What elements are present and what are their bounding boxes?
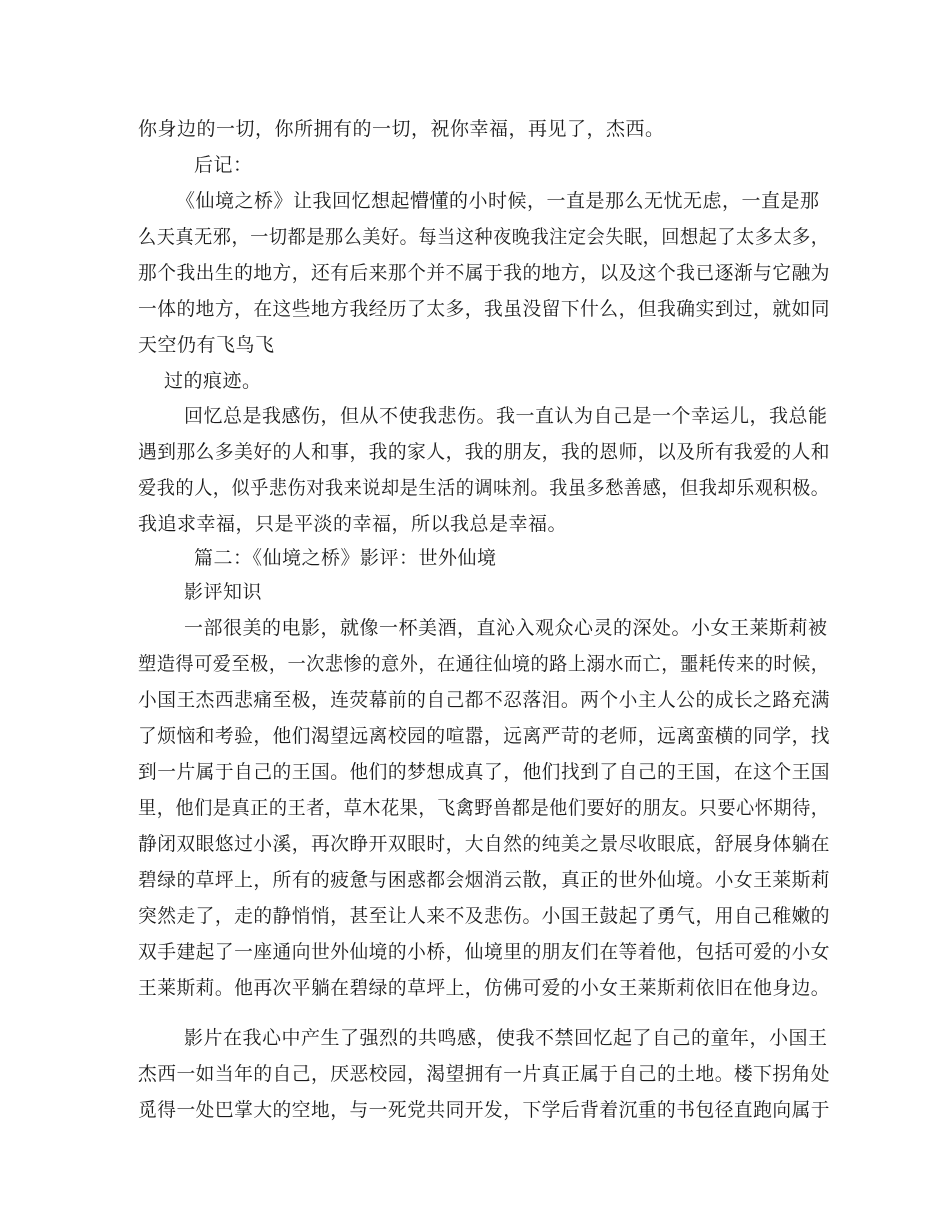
text-line: 了烦恼和考验，他们渴望远离校园的喧嚣，远离严苛的老师，远离蛮横的同学，找 — [138, 725, 831, 747]
text-line: 影片在我心中产生了强烈的共鸣感，使我不禁回忆起了自己的童年，小国王 — [184, 1027, 828, 1049]
text-line: 一体的地方，在这些地方我经历了太多，我虽没留下什么，但我确实到过，就如同 — [138, 298, 831, 320]
section-subheading: 影评知识 — [184, 581, 263, 603]
section-heading-afterword: 后记： — [194, 154, 253, 176]
text-line: 双手建起了一座通向世外仙境的小桥，仙境里的朋友们在等着他，包括可爱的小女 — [138, 941, 831, 963]
text-line: 塑造得可爱至极，一次悲惨的意外，在通往仙境的路上溺水而亡，噩耗传来的时候， — [138, 653, 830, 675]
text-line: 《仙境之桥》让我回忆想起懵懂的小时候，一直是那么无忧无虑，一直是那 — [176, 190, 820, 212]
section-heading-part-two: 篇二：《仙境之桥》影评：世外仙境 — [194, 547, 497, 569]
text-line: 天空仍有飞鸟飞 — [138, 334, 275, 356]
text-line: 杰西一如当年的自己，厌恶校园，渴望拥有一片真正属于自己的土地。楼下拐角处 — [138, 1063, 831, 1085]
text-line: 王莱斯莉。他再次平躺在碧绿的草坪上，仿佛可爱的小女王莱斯莉依旧在他身边。 — [138, 977, 831, 999]
text-line: 爱我的人，似乎悲伤对我来说却是生活的调味剂。我虽多愁善感，但我却乐观积极。 — [138, 477, 830, 499]
text-line: 遇到那么多美好的人和事，我的家人，我的朋友，我的恩师，以及所有我爱的人和 — [138, 441, 831, 463]
text-line: 静闭双眼悠过小溪，再次睁开双眼时，大自然的纯美之景尽收眼底，舒展身体躺在 — [138, 833, 831, 855]
text-line: 我追求幸福，只是平淡的幸福，所以我总是幸福。 — [138, 513, 568, 535]
text-line: 么天真无邪，一切都是那么美好。每当这种夜晚我注定会失眠，回想起了太多太多， — [138, 226, 830, 248]
text-line: 觅得一处巴掌大的空地，与一死党共同开发，下学后背着沉重的书包径直跑向属于 — [138, 1099, 831, 1121]
text-line: 里，他们是真正的王者，草木花果，飞禽野兽都是他们要好的朋友。只要心怀期待， — [138, 797, 830, 819]
text-line: 突然走了，走的静悄悄，甚至让人来不及悲伤。小国王鼓起了勇气，用自己稚嫩的 — [138, 905, 831, 927]
text-line: 碧绿的草坪上，所有的疲惫与困惑都会烟消云散，真正的世外仙境。小女王莱斯莉 — [138, 869, 831, 891]
text-line: 那个我出生的地方，还有后来那个并不属于我的地方，以及这个我已逐渐与它融为 — [138, 262, 831, 284]
text-line: 过的痕迹。 — [164, 370, 262, 392]
text-line: 到一片属于自己的王国。他们的梦想成真了，他们找到了自己的王国，在这个王国 — [138, 761, 831, 783]
text-line: 你身边的一切，你所拥有的一切，祝你幸福，再见了，杰西。 — [138, 118, 665, 140]
text-line: 小国王杰西悲痛至极，连荧幕前的自己都不忍落泪。两个小主人公的成长之路充满 — [138, 689, 831, 711]
text-line: 回忆总是我感伤，但从不使我悲伤。我一直认为自己是一个幸运儿，我总能 — [184, 405, 828, 427]
text-line: 一部很美的电影，就像一杯美酒，直沁入观众心灵的深处。小女王莱斯莉被 — [184, 617, 828, 639]
